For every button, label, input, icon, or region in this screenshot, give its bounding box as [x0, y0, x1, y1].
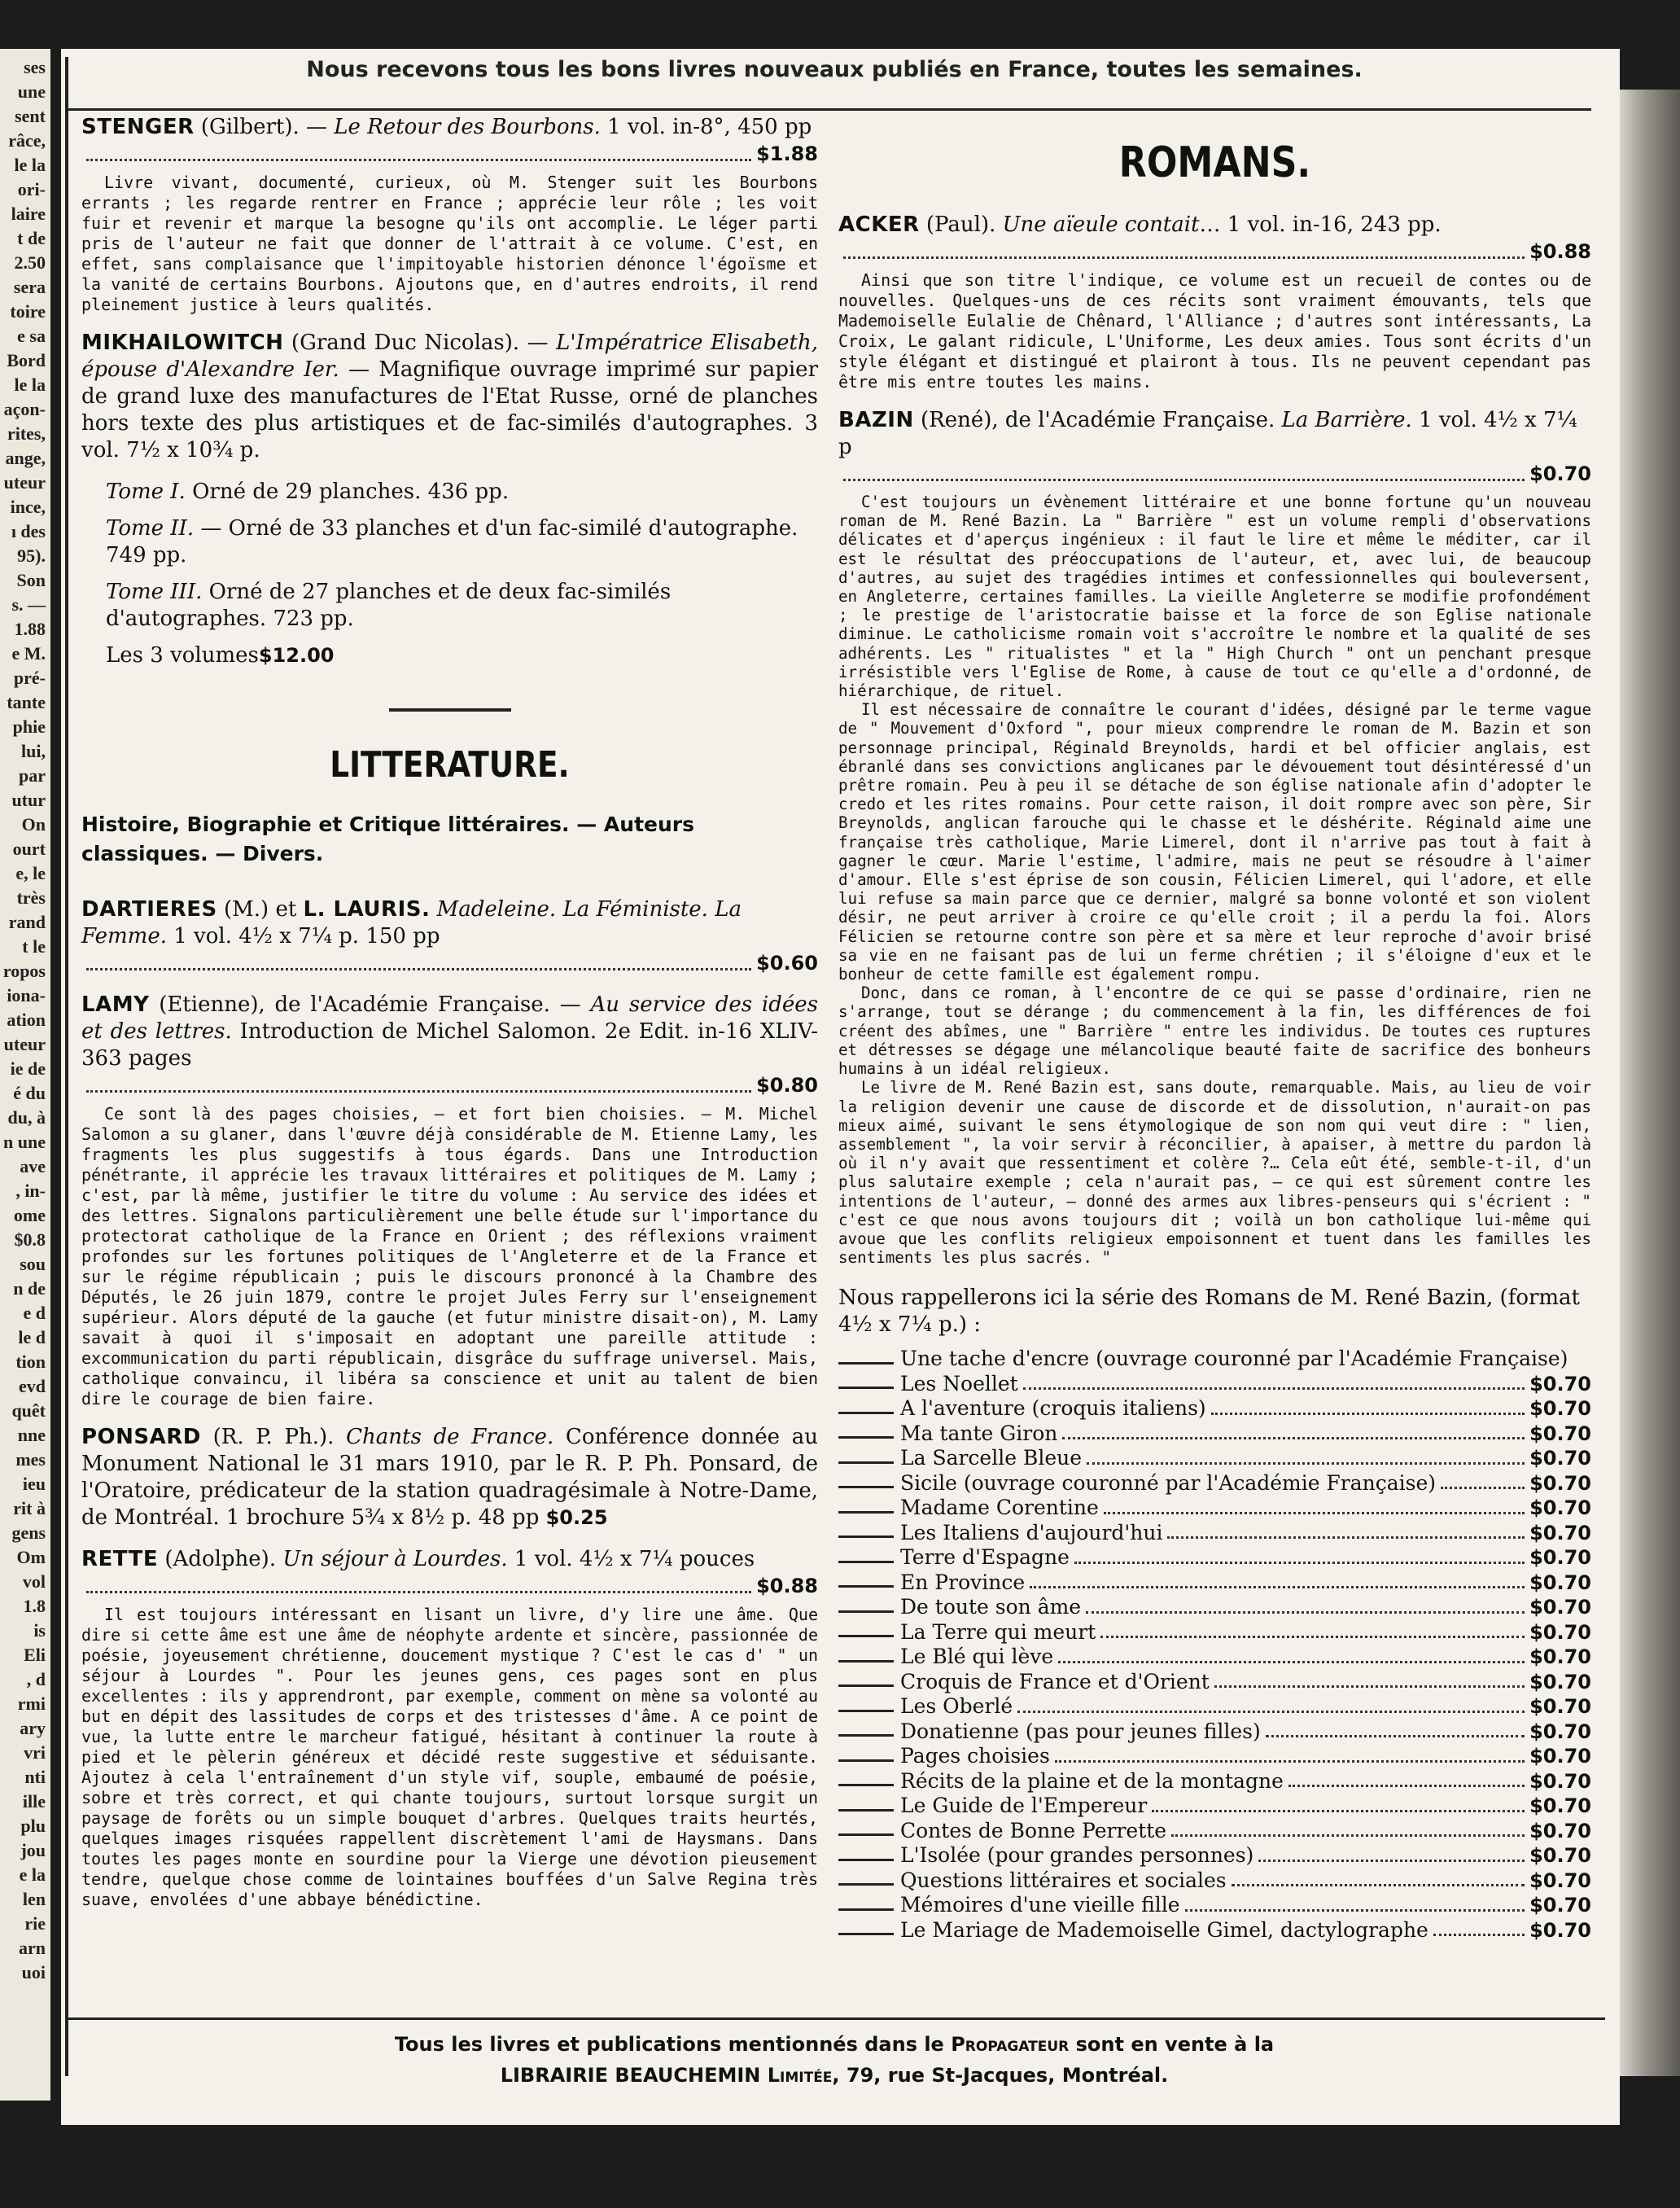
tome-2: Tome II. — Orné de 33 planches et d'un fac-similé d'autographe. 749 pp.: [106, 516, 798, 567]
margin-fragment: arn: [19, 1938, 46, 1958]
margin-fragment: Eli: [24, 1645, 46, 1665]
entry-author: PONSARD: [81, 1425, 201, 1449]
footer-notice: Tous les livres et publications mentionnés dans le Propagateur sont en vente à la LIBRAIRIE BEAUCHEMIN Limitée, 79, rue St-Jacques, Montréal.: [394, 2033, 1275, 2087]
margin-fragment: ary: [20, 1718, 46, 1738]
margin-fragment: toire: [10, 301, 46, 322]
entry-author: STENGER: [81, 115, 195, 139]
series-dash: [838, 1511, 894, 1514]
series-dash: [838, 1486, 894, 1488]
entry-author: MIKHAILOWITCH: [81, 331, 284, 355]
entry-details: 1 vol. 4½ x 7¼ p. 150 pp: [166, 924, 440, 948]
series-price: $0.70: [1529, 1471, 1591, 1495]
series-title: Les Oberlé: [900, 1694, 1013, 1719]
series-title: Ma tante Giron: [900, 1421, 1058, 1445]
margin-fragment: le d: [18, 1327, 46, 1347]
set-price: $12.00: [258, 644, 335, 667]
margin-fragment: phie: [12, 716, 46, 737]
margin-fragment: n une: [3, 1132, 46, 1152]
section-title-romans: ROMANS.: [1118, 138, 1311, 187]
series-title: A l'aventure (croquis italiens): [900, 1396, 1206, 1421]
margin-fragment: uteur: [3, 1034, 46, 1054]
margin-fragment: e sa: [17, 326, 46, 346]
entry-details: — Magnifique ouvrage imprimé sur papier de grand luxe des manufactures de l'Etat Russe, orné de planches hors texte des plus artistiques et de fac-similés d'autographes. 3 vol. 7½ x 10¾ p.: [81, 357, 818, 462]
entry-price: $0.80: [756, 1074, 818, 1097]
entry-price: $0.88: [756, 1575, 818, 1597]
left-column: [81, 114, 818, 1925]
series-price: $0.70: [1529, 1422, 1591, 1445]
series-price: $0.70: [1529, 1372, 1591, 1395]
series-item: [838, 1720, 1591, 1745]
section-subtitle: Histoire, Biographie et Critique littéraires. — Auteurs classiques. — Divers.: [81, 813, 694, 865]
series-title: De toute son âme: [900, 1595, 1082, 1619]
series-dash: [838, 1461, 894, 1464]
margin-fragment: $0.8: [14, 1229, 46, 1250]
margin-fragment: uoi: [21, 1962, 46, 1982]
margin-fragment: le la: [14, 155, 46, 175]
entry-title: Chants de France.: [346, 1425, 554, 1449]
series-price: $0.70: [1529, 1769, 1591, 1793]
series-price: $0.70: [1529, 1620, 1591, 1644]
series-item: [838, 1868, 1591, 1894]
entry-mikhailowitch: [81, 330, 818, 464]
margin-fragment: utur: [11, 790, 46, 810]
margin-fragment: e d: [23, 1303, 46, 1323]
footer-rule: [67, 2017, 1605, 2020]
entry-author: L. LAURIS.: [303, 897, 431, 922]
set-price-line: [106, 642, 818, 669]
entry-description: Livre vivant, documenté, curieux, où M. Stenger suit les Bourbons errants ; les regarde rentrer en France ; apprécie leur rôle ; les voit fuir et revenir et marque la besogne qu'ils ont accomplie. Le léger parti pris de l'auteur ne fait que donner de l'attrait à ce volume. C'est, en effet, sans complaisance que l'impitoyable historien dénonce l'égoïsme et la vanité de certains Bourbons. Ajoutons que, en d'autres endroits, il rend pleinement justice à leurs qualités.: [81, 173, 818, 314]
entry-title: L'Impératrice Elisabeth, épouse d'Alexandre Ier.: [81, 331, 818, 382]
margin-fragment: 95).: [17, 545, 46, 566]
margin-fragment: t le: [22, 936, 46, 957]
entry-author-rest: (Gilbert). —: [200, 115, 335, 139]
margin-fragment: e la: [19, 1864, 46, 1885]
book-edge: [1620, 90, 1680, 2076]
margin-fragment: , in-: [15, 1181, 46, 1201]
series-title: Questions littéraires et sociales: [900, 1868, 1227, 1892]
entry-description: Il est toujours intéressant en lisant un livre, d'y lire une âme. Que dire si cette âme est une âme de néophyte ardente et sincère, passionnée de poésie, joyeusement chrétienne, doucement mystique ? C'est le cas d' " un séjour à Lourdes ". Pour les jeunes gens, ces pages sont en plus excellentes : ils y apprendront, par exemple, comment on mène sa volonté au but en dépit des lassitudes de corps et des tristesses d'âme. A ce point de vue, la lutte entre le marcheur fatigué, hésitant à continuer la route à pied et le pèlerin généreux et décidé reste suggestive et séduisante. Ajoutez à cela l'entraînement d'un style vif, souple, embaumé de poésie, sobre et très correct, et qui chante toujours, surtout lorsque surgit un paysage de forêts ou un simple bouquet d'arbres. Quelques traits heurtés, quelques images risquées rappellent discrètement l'ami de Haysmans. Dans toutes les pages monte en sourdine pour la Vierge une dévotion pieusement tendre, quelque chose comme de lointaines bouffées d'un Salve Regina très suave, envolées d'une abbaye bénédictine.: [81, 1605, 818, 1909]
margin-fragment: sou: [20, 1254, 46, 1274]
series-price: $0.70: [1529, 1794, 1591, 1818]
margin-fragment: lui,: [21, 741, 46, 761]
margin-fragment: Son: [16, 570, 46, 590]
margin-fragment: rie: [24, 1913, 46, 1934]
series-dash: [838, 1635, 894, 1637]
series-dash: [838, 1859, 894, 1861]
series-item: [838, 1794, 1591, 1819]
margin-fragment: vol: [22, 1571, 46, 1592]
entry-author: RETTE: [81, 1547, 159, 1571]
entry-title: Une aïeule contait: [1002, 212, 1200, 237]
entry-title: La Barrière.: [1281, 408, 1412, 432]
series-price: $0.70: [1529, 1695, 1591, 1719]
series-title: La Terre qui meurt: [900, 1619, 1096, 1644]
entry-price: $0.70: [1529, 462, 1591, 485]
margin-fragment: ses: [24, 57, 46, 77]
margin-fragment: Bord: [7, 350, 46, 370]
series-price: $0.70: [1529, 1596, 1591, 1619]
series-dash: [838, 1759, 894, 1762]
series-item: [838, 1446, 1591, 1471]
series-title: La Sarcelle Bleue: [900, 1446, 1083, 1470]
entry-acker: ACKER (Paul). Une aïeule contait… 1 vol. in-16, 243 pp. $0.88 Ainsi que son titre l'indique, ce volume est un recueil de contes ou de nouvelles. Quelques-uns de ces récits sont vraiment émouvants, tels que Mademoiselle Eulalie de Chênard, l'Alliance ; d'autres sont intéressants, La Croix, Le galant ridicule, L'Uniforme, Les deux amies. Tous sont écrits d'un style élégant et distingué et plairont à tous. Ils ne peuvent cependant pas être mis entre toutes les mains.: [838, 212, 1591, 392]
entry-details: … 1 vol. in-16, 243 pp.: [1199, 212, 1442, 237]
series-item: [838, 1893, 1591, 1918]
series-title: Le Mariage de Mademoiselle Gimel, dactylographe: [900, 1917, 1428, 1942]
entry-author-rest: (Grand Duc Nicolas). —: [291, 331, 557, 355]
series-price: $0.70: [1529, 1447, 1591, 1470]
series-title: Mémoires d'une vieille fille: [900, 1893, 1180, 1917]
margin-fragment: ation: [7, 1010, 46, 1030]
margin-fragment: quêt: [11, 1400, 46, 1421]
margin-fragment: nti: [24, 1767, 46, 1787]
series-title: En Province: [900, 1570, 1026, 1594]
series-price: $0.70: [1529, 1894, 1591, 1917]
margin-fragment: une: [17, 81, 46, 102]
series-item: [838, 1496, 1591, 1521]
series-item: [838, 1595, 1591, 1620]
entry-details: Conférence donnée au Monument National le 31 mars 1910, par le R. P. Ph. Ponsard, de l'Oratoire, prédicateur de la station quadragésimale à Notre-Dame, de Montréal. 1 brochure 5¾ x 8½ p. 48 pp: [81, 1425, 818, 1530]
entry-details: 1 vol. 4½ x 7¼ pouces: [507, 1547, 755, 1571]
entry-title: Madeleine. La Féministe. La Femme.: [81, 897, 742, 948]
margin-fragment: é du: [13, 1083, 46, 1103]
margin-fragment: ome: [13, 1205, 46, 1225]
series-title: Terre d'Espagne: [900, 1545, 1070, 1570]
series-price: $0.70: [1529, 1571, 1591, 1594]
series-item: [838, 1620, 1591, 1645]
margin-fragment: le la: [14, 375, 46, 395]
series-item: [838, 1571, 1591, 1596]
series-item: [838, 1372, 1591, 1397]
series-dash: [838, 1883, 894, 1886]
series-item: [838, 1471, 1591, 1496]
series-item: [838, 1819, 1591, 1844]
margin-fragment: , d: [26, 1669, 46, 1689]
margin-fragment: On: [21, 814, 46, 835]
entry-author: DARTIERES: [81, 897, 217, 922]
series-price: $0.70: [1529, 1868, 1591, 1892]
previous-page-margin: [0, 49, 50, 2101]
margin-fragment: sent: [15, 106, 46, 126]
margin-fragment: du, à: [7, 1107, 46, 1128]
section-divider: [389, 708, 511, 712]
series-price: $0.70: [1529, 1844, 1591, 1868]
margin-fragment: açon-: [3, 399, 46, 419]
entry-author: LAMY: [81, 992, 150, 1017]
entry-description: Ce sont là des pages choisies, — et fort bien choisies. — M. Michel Salomon a su glaner, dans l'œuvre déjà considérable de M. Etienne Lamy, les fragments les plus suggestifs à tous égards. Dans une Introduction pénétrante, il apprécie les travaux littéraires et politiques de M. Lamy ; c'est, par là même, justifier le titre du volume : Au service des idées et des lettres. Signalons particulièrement une belle étude sur l'importance du protectorat catholique de la France en Orient ; des réflexions vraiment profondes sur les fortunes politiques de l'Angleterre et de la France et sur le régime républicain ; puis le discours prononcé à la Chambre des Députés, le 26 juin 1879, contre le projet Jules Ferry sur l'enseignement supérieur. Alors député de la gauche (et futur ministre disait-on), M. Lamy savait à quoi il s'imposait en adoptant une pareille attitude : excommunication du parti républicain, disgrâce du suffrage universel. Mais, catholique convaincu, il libéra sa conscience et unit au talent de bien dire le courage de bien faire.: [81, 1104, 818, 1408]
series-dash: [838, 1412, 894, 1414]
series-price: $0.70: [1529, 1819, 1591, 1842]
series-title: Le Guide de l'Empereur: [900, 1794, 1148, 1818]
series-dash: [838, 1833, 894, 1836]
margin-fragment: râce,: [8, 130, 46, 151]
series-item: [838, 1396, 1591, 1422]
entry-bazin: BAZIN (René), de l'Académie Française. La Barrière. 1 vol. 4½ x 7¼ p $0.70 C'est toujours un évènement littéraire et une bonne fortune qu'un nouveau roman de M. René Bazin. La " Barrière " est un volume rempli d'observations délicates et d'aperçus ingénieux : il faut le lire et même le méditer, car il est le résultat des préoccupations de l'auteur, et, avec lui, de beaucoup d'autres, au sujet des tragédies intimes et confessionnelles qui bouleversent, en Angleterre, certaines familles. La vieille Angleterre se modifie profondément ; le prestige de l'aristocratie baisse et la force de son Eglise nationale diminue. Le catholicisme romain voit s'accroître le nombre et la qualité de ses adhérents. Les " ritualistes " et la " High Church " ont un penchant presque irrésistible vers l'Eglise de Rome, à cause de tout ce qu'elle a d'ordonné, de hiérarchique, de rituel. Il est nécessaire de connaître le courant d'idées, désigné par le terme vague de " Mouvement d'Oxford ", pour mieux comprendre le roman de M. Bazin et son personnage principal, Réginald Breynolds, hardi et bel officier anglais, est ébranlé dans ses convictions anglicanes par le dévouement tout désintéressé d'un prêtre romain. Peu à peu il se détache de son église nationale afin d'adopter le credo et les rites romains. Pour cette raison, il doit rompre avec son père, Sir Breynolds, anglican farouche qui le chasse et le déshérite. Réginald aime une française très catholique, Marie Limerel, dont il n'arrive pas tout à fait à gagner le cœur. Marie l'estime, l'admire, mais ne peut se résoudre à l'aimer d'amour. Elle s'est éprise de son cousin, Félicien Limerel, qui l'adore, et elle lui refuse sa main parce que ce dernier, malgré sa bonne volonté et son violent désir, ne peut arriver à croire ce qu'elle croit ; il a perdu la foi. Alors Félicien se retourne contre son père et sa mère et leur reproche d'avoir brisé sa vie en ne faisant pas de lui un ferme chrétien ; il s'éloigne d'eux et le bonheur de cette famille est également rompu. Donc, dans ce roman, à l'encontre de ce qui se passe d'ordinaire, rien ne s'arrange, tout se dérange ; du commencement à la fin, les différences de foi créent des abîmes, une " Barrière " entre les individus. De toutes ces ruptures et détresses se dégage une mélancolique beauté faite de sacrifice des bonheurs humains à un idéal religieux. Le livre de M. René Bazin est, sans doute, remarquable. Mais, au lieu de voir la religion devenir une cause de discorde et de dissolution, n'aurait-on pas mieux aimé, suivant le sens étymologique de son nom qui veut dire : " lien, assemblement ", la voir servir à réconcilier, à apaiser, à mettre du pardon là où il n'y avait que ressentiment et colère ?… Cela eût été, semble-t-il, d'un plus salutaire exemple ; cela n'aurait pas, — ce qui est sûrement contre les intentions de l'auteur, — donné des armes aux libres-penseurs qui s'écrient : " c'est ce que nous avons toujours dit ; voilà un bon catholique lui-même qui avoue que les conflits religieux empoisonnent et tuent dans les familles les sentiments les plus sacrés. ": [838, 408, 1591, 1268]
margin-fragment: ourt: [12, 839, 46, 859]
series-dash: [838, 1784, 894, 1786]
series-item: [838, 1645, 1591, 1670]
entry-stenger: [81, 114, 818, 315]
margin-fragment: ince,: [10, 497, 46, 517]
entry-author: ACKER: [838, 212, 920, 237]
series-title: Une tache d'encre (ouvrage couronné par l'Académie Française): [900, 1347, 1568, 1371]
series-dash: [838, 1387, 894, 1389]
tome-1: Tome I. Orné de 29 planches. 436 pp.: [106, 480, 510, 504]
entry-price: $0.25: [545, 1506, 608, 1529]
entry-details: Introduction de Michel Salomon. 2e Edit. in-16 XLIV-363 pages: [81, 1019, 818, 1071]
entry-rette: RETTE (Adolphe). Un séjour à Lourdes. 1 vol. 4½ x 7¼ pouces $0.88 Il est toujours intéressant en lisant un livre, d'y lire une âme. Que dire si cette âme est une âme de néophyte ardente et sincère, passionnée de poésie, joyeusement chrétienne, doucement mystique ? C'est le cas d' " un séjour à Lourdes ". Pour les jeunes gens, ces pages sont en plus excellentes : ils y apprendront, par exemple, comment on mène sa volonté au but en dépit des lassitudes de corps et des tristesses d'âme. A ce point de vue, la lutte entre le marcheur fatigué, hésitant à continuer la route à pied et le pèlerin généreux et décidé reste suggestive et séduisante. Ajoutez à cela l'entraînement d'un style vif, souple, embaumé de poésie, sobre et très correct, et qui chante toujours, surtout lorsque surgit un paysage de forêts ou un simple bouquet d'arbres. Quelques traits heurtés, quelques images risquées rappellent discrètement l'ami de Haysmans. Dans toutes les pages monte en sourdine pour la Vierge une dévotion pieusement tendre, quelque chose comme de lointaines bouffées d'un Salve Regina très suave, envolées d'une abbaye bénédictine.: [81, 1547, 818, 1909]
margin-fragment: nne: [17, 1425, 46, 1445]
margin-fragment: 1.88: [14, 619, 46, 639]
series-item: [838, 1694, 1591, 1720]
margin-fragment: rand: [8, 912, 46, 932]
set-label: Les 3 volumes: [106, 643, 259, 668]
series-dash: [838, 1362, 894, 1365]
margin-fragment: uteur: [3, 472, 46, 493]
tome-3: Tome III. Orné de 27 planches et de deux fac-similés d'autographes. 723 pp.: [106, 580, 672, 631]
series-price: $0.70: [1529, 1720, 1591, 1743]
entry-title: Un séjour à Lourdes.: [282, 1547, 508, 1571]
series-intro: Nous rappellerons ici la série des Romans de M. René Bazin, (format 4½ x 7¼ p.) :: [838, 1286, 1581, 1338]
series-title: Contes de Bonne Perrette: [900, 1818, 1167, 1842]
series-price: $0.70: [1529, 1397, 1591, 1421]
series-item: [838, 1545, 1591, 1571]
margin-fragment: ori-: [17, 179, 46, 199]
series-dash: [838, 1684, 894, 1687]
series-price: $0.70: [1529, 1918, 1591, 1942]
series-item: [838, 1521, 1591, 1546]
series-title: Les Italiens d'aujourd'hui: [900, 1520, 1163, 1544]
entry-ponsard: PONSARD (R. P. Ph.). Chants de France. Conférence donnée au Monument National le 31 mars 1910, par le R. P. Ph. Ponsard, de l'Oratoire, prédicateur de la station quadragésimale à Notre-Dame, de Montréal. 1 brochure 5¾ x 8½ p. 48 pp $0.25: [81, 1425, 818, 1530]
series-item: [838, 1843, 1591, 1868]
entry-title: Au service des idées et des lettres.: [81, 992, 818, 1044]
margin-fragment: très: [16, 887, 46, 908]
entry-dartieres: DARTIERES (M.) et L. LAURIS. Madeleine. La Féministe. La Femme. 1 vol. 4½ x 7¼ p. 150 pp $0.60: [81, 896, 818, 977]
series-dash: [838, 1436, 894, 1439]
margin-fragment: is: [33, 1620, 46, 1641]
series-dash: [838, 1610, 894, 1613]
margin-fragment: sera: [13, 277, 46, 297]
entry-lamy: LAMY (Etienne), de l'Académie Française. — Au service des idées et des lettres. Introduction de Michel Salomon. 2e Edit. in-16 XLIV-363 pages $0.80 Ce sont là des pages choisies, — et fort bien choisies. — M. Michel Salomon a su glaner, dans l'œuvre déjà considérable de M. Etienne Lamy, les fragments les plus suggestifs à tous égards. Dans une Introduction pénétrante, il apprécie les travaux littéraires et politiques de M. Lamy ; c'est, par là même, justifier le titre du volume : Au service des idées et des lettres. Signalons particulièrement une belle étude sur l'importance du protectorat catholique de la France en Orient ; des réflexions vraiment profondes sur les fortunes politiques de l'Angleterre et de la France et sur le régime républicain ; puis le discours prononcé à la Chambre des Députés, le 26 juin 1879, contre le projet Jules Ferry sur l'enseignement supérieur. Alors député de la gauche (et futur ministre disait-on), M. Lamy savait à quoi il s'imposait en adoptant une pareille attitude : excommunication du parti républicain, disgrâce du suffrage universel. Mais, catholique convaincu, il libéra sa conscience et unit au talent de bien dire le courage de bien faire.: [81, 992, 818, 1408]
right-column: [838, 138, 1591, 1943]
margin-fragment: vri: [24, 1742, 46, 1763]
series-dash: [838, 1536, 894, 1538]
series-price: $0.70: [1529, 1521, 1591, 1544]
series-dash: [838, 1585, 894, 1588]
series-dash: [838, 1809, 894, 1812]
series-item: [838, 1769, 1591, 1794]
margin-fragment: e, le: [15, 863, 46, 883]
margin-fragment: ange,: [5, 448, 46, 468]
series-item: [838, 1744, 1591, 1769]
entry-price: $1.88: [756, 142, 818, 165]
entry-author: BAZIN: [838, 408, 914, 432]
series-dash: [838, 1561, 894, 1563]
series-title: L'Isolée (pour grandes personnes): [900, 1843, 1254, 1868]
entry-description: C'est toujours un évènement littéraire et une bonne fortune qu'un nouveau roman de M. René Bazin. La " Barrière " est un volume rempli d'observations délicates et d'aperçus ingénieux : il faut le lire et même le méditer, car il est le résultat des préoccupations de l'auteur, et, avec lui, de beaucoup d'autres, au sujet des tragédies intimes et confessionnelles qui bouleversent, en Angleterre, certaines familles. La vieille Angleterre se modifie profondément ; le prestige de l'aristocratie baisse et la force de son Eglise nationale diminue. Le catholicisme romain voit s'accroître le nombre et la qualité de ses adhérents. Les " ritualistes " et la " High Church " ont un penchant presque irrésistible vers l'Eglise de Rome, à cause de tout ce qu'elle a d'ordonné, de hiérarchique, de rituel. Il est nécessaire de connaître le courant d'idées, désigné par le terme vague de " Mouvement d'Oxford ", pour mieux comprendre le roman de M. Bazin et son personnage principal, Réginald Breynolds, hardi et bel officier anglais, est ébranlé dans ses convictions anglicanes par le dévouement tout désintéressé d'un prêtre romain. Peu à peu il se détache de son église nationale afin d'adopter le credo et les rites romains. Pour cette raison, il doit rompre avec son père, Sir Breynolds, anglican farouche qui le chasse et le déshérite. Réginald aime une française très catholique, Marie Limerel, dont il n'arrive pas tout à fait à gagner le cœur. Marie l'estime, l'admire, mais ne peut se résoudre à l'aimer d'amour. Elle s'est éprise de son cousin, Félicien Limerel, qui l'adore, et elle lui refuse sa main parce que ce dernier, malgré sa bonne volonté et son violent désir, ne peut arriver à croire ce qu'elle croit ; il a perdu la foi. Alors Félicien se retourne contre son père et sa mère et leur reproche d'avoir brisé sa vie en ne faisant pas de lui un ferme chrétien ; il s'éloigne d'eux et le bonheur de cette famille est également rompu. Donc, dans ce roman, à l'encontre de ce qui se passe d'ordinaire, rien ne s'arrange, tout se dérange ; du commencement à la fin, les différences de foi créent des abîmes, une " Barrière " entre les individus. De toutes ces ruptures et détresses se dégage une mélancolique beauté faite de sacrifice des bonheurs humains à un idéal religieux. Le livre de M. René Bazin est, sans doute, remarquable. Mais, au lieu de voir la religion devenir une cause de discorde et de dissolution, n'aurait-on pas mieux aimé, suivant le sens étymologique de son nom qui veut dire : " lien, assemblement ", la voir servir à réconcilier, à apaiser, à mettre du pardon là où il n'y avait que ressentiment et colère ?… Cela eût été, semble-t-il, d'un plus salutaire exemple ; cela n'aurait pas, — ce qui est sûrement contre les intentions de l'auteur, — donné des armes aux libres-penseurs qui s'écrient : " c'est ce que nous avons toujours dit ; voilà un bon catholique lui-même qui avoue que les conflits religieux empoisonnent et tuent dans les familles les sentiments les plus sacrés. ": [838, 493, 1591, 1268]
margin-fragment: iona-: [7, 985, 46, 1005]
series-title: Les Noellet: [900, 1371, 1018, 1395]
series-title: Le Blé qui lève: [900, 1645, 1054, 1669]
margin-fragment: laire: [11, 204, 46, 224]
margin-fragment: ı des: [11, 521, 46, 541]
series-item: [838, 1670, 1591, 1695]
margin-fragment: s. —: [11, 594, 46, 615]
margin-fragment: mes: [15, 1449, 46, 1470]
bazin-series-list: [838, 1347, 1591, 1943]
header-rule: [67, 108, 1591, 111]
series-title: Récits de la plaine et de la montagne: [900, 1768, 1284, 1793]
header-notice: Nous recevons tous les bons livres nouveaux publiés en France, toutes les semaines.: [306, 57, 1363, 82]
margin-fragment: pré-: [13, 668, 46, 688]
entry-details: 1 vol. 4½ x 7¼ p: [838, 408, 1577, 459]
series-title: Croquis de France et d'Orient: [900, 1669, 1210, 1693]
series-title: Donatienne (pas pour jeunes filles): [900, 1719, 1261, 1743]
series-title: Pages choisies: [900, 1744, 1050, 1768]
left-margin-rule: [65, 57, 68, 2076]
series-dash: [838, 1734, 894, 1737]
series-title: Madame Corentine: [900, 1496, 1099, 1520]
margin-fragment: rit à: [13, 1498, 46, 1518]
margin-fragment: rites,: [7, 423, 46, 444]
series-price: $0.70: [1529, 1670, 1591, 1693]
margin-fragment: ave: [20, 1156, 46, 1176]
series-item: [838, 1918, 1591, 1943]
series-price: $0.70: [1529, 1546, 1591, 1570]
margin-fragment: ie de: [10, 1058, 46, 1079]
margin-fragment: rmi: [17, 1693, 46, 1714]
margin-fragment: e M.: [11, 643, 46, 664]
series-price: $0.70: [1529, 1496, 1591, 1520]
margin-fragment: ropos: [2, 961, 46, 981]
margin-fragment: par: [19, 765, 46, 786]
margin-fragment: ieu: [22, 1474, 46, 1494]
series-price: $0.70: [1529, 1645, 1591, 1669]
margin-fragment: Om: [16, 1547, 46, 1567]
margin-fragment: tion: [15, 1352, 46, 1372]
margin-fragment: 2.50: [14, 252, 46, 273]
series-price: $0.70: [1529, 1745, 1591, 1768]
series-dash: [838, 1660, 894, 1663]
series-item: [838, 1422, 1591, 1447]
series-item: [838, 1347, 1591, 1372]
entry-details: 1 vol. in-8°, 450 pp: [600, 115, 812, 139]
margin-fragment: gens: [11, 1522, 46, 1543]
series-title: Sicile (ouvrage couronné par l'Académie Française): [900, 1470, 1437, 1495]
margin-fragment: ille: [22, 1791, 46, 1812]
margin-fragment: jou: [20, 1840, 46, 1860]
entry-description: Ainsi que son titre l'indique, ce volume est un recueil de contes ou de nouvelles. Quelques-uns de ces récits sont vraiment émouvants, tels que Mademoiselle Eulalie de Chênard, l'Alliance ; d'autres sont intéressants, La Croix, Le galant ridicule, L'Uniforme, Les deux amies. Tous sont écrits d'un style élégant et distingué et plairont à tous. Ils ne peuvent cependant pas être mis entre toutes les mains.: [838, 270, 1591, 392]
series-dash: [838, 1908, 894, 1911]
entry-price: $0.60: [756, 952, 818, 975]
margin-fragment: 1.8: [23, 1596, 46, 1616]
margin-fragment: len: [22, 1889, 46, 1909]
entry-price: $0.88: [1529, 240, 1591, 263]
entry-title: Le Retour des Bourbons.: [334, 115, 601, 139]
series-dash: [838, 1710, 894, 1712]
series-dash: [838, 1933, 894, 1935]
margin-fragment: t de: [17, 228, 46, 248]
margin-fragment: plu: [20, 1816, 46, 1836]
margin-fragment: n de: [13, 1278, 46, 1299]
margin-fragment: evd: [19, 1376, 46, 1396]
section-title-litterature: LITTERATURE.: [330, 744, 570, 786]
margin-fragment: tante: [7, 692, 46, 712]
